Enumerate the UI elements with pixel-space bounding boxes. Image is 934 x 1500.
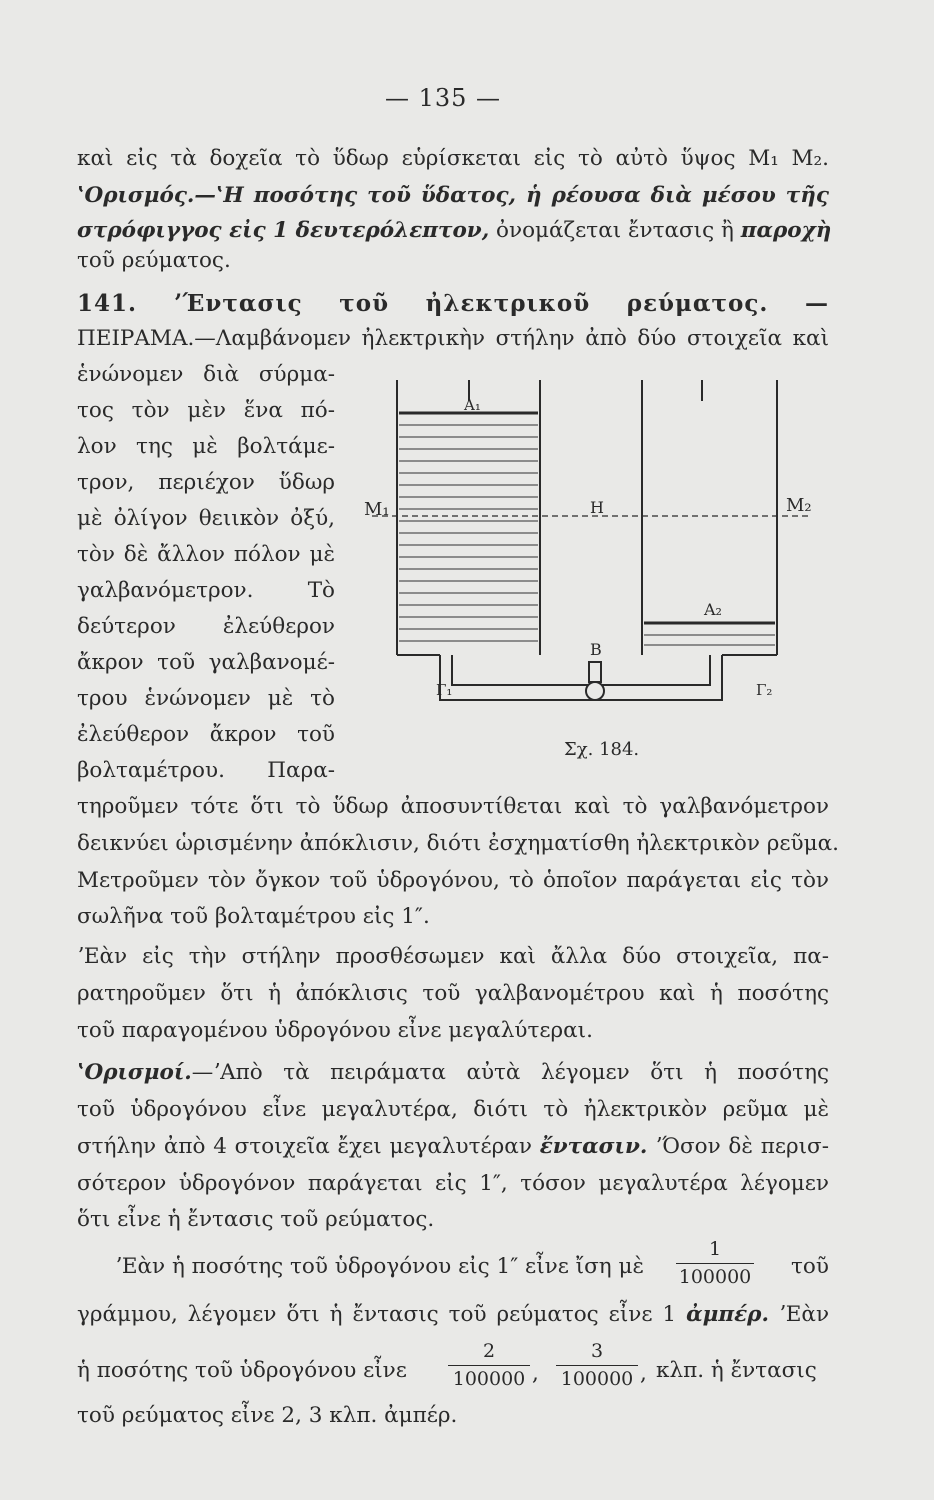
narrow-line: ἑνώνομεν διὰ σύρμα- (77, 362, 335, 387)
voltameter-figure (352, 365, 832, 765)
definition-text: παροχὴ (740, 218, 832, 243)
text-line (77, 1136, 829, 1158)
stopcock-b (586, 682, 604, 700)
text-line: τοῦ παραγομένου ὑδρογόνου εἶνε μεγαλύτεραι. (77, 1018, 593, 1043)
figure-caption: Σχ. 184. (564, 739, 640, 760)
text-line: καὶ εἰς τὰ δοχεῖα τὸ ὕδωρ εὑρίσκεται εἰς τὸ αὐτὸ ὕψος M₁ M₂. (77, 146, 829, 171)
ampere-text: κλπ. ἡ ἔντασις (656, 1358, 817, 1383)
stopcock-handle (589, 662, 601, 682)
narrow-line: βολταμέτρου. Παρα- (77, 758, 335, 783)
comma: , (640, 1361, 647, 1386)
definition-line (77, 218, 832, 243)
fraction-1 (676, 1238, 754, 1288)
text-line: τηροῦμεν τότε ὅτι τὸ ὕδωρ ἀποσυντίθεται καὶ τὸ γαλβανόμετρον (77, 794, 829, 819)
term-entasis: ἔντασιν. (539, 1134, 648, 1159)
label-g1: Γ₁ (436, 681, 453, 699)
text-line: τοῦ ρεύματος. (77, 248, 231, 273)
text-span: στήλην ἀπὸ 4 στοιχεῖα ἔχει μεγαλυτέραν (77, 1134, 540, 1159)
narrow-line: τὸν δὲ ἄλλον πόλον μὲ (77, 542, 335, 567)
term-ampere: ἀμπέρ. (686, 1302, 769, 1327)
narrow-line: λον της μὲ βολτάμε- (77, 434, 335, 459)
definition-lead: ʽΟρισμός.— (77, 183, 216, 208)
definition-line (77, 185, 829, 207)
label-a1: A₁ (464, 396, 481, 414)
narrow-line: τος τὸν μὲν ἕνα πό- (77, 398, 335, 423)
fraction-3 (556, 1340, 638, 1390)
ampere-text: τοῦ (791, 1254, 829, 1279)
text-line: σωλῆνα τοῦ βολταμέτρου εἰς 1″. (77, 904, 430, 929)
label-m1: M₁ (364, 499, 390, 520)
label-g2: Γ₂ (756, 681, 773, 699)
fraction-numerator: 3 (590, 1340, 604, 1362)
comma: , (532, 1361, 539, 1386)
fraction-denominator: 100000 (452, 1368, 526, 1390)
connecting-pipe-inner (452, 655, 710, 685)
fraction-numerator: 2 (482, 1340, 496, 1362)
label-b: B (590, 640, 602, 659)
text-line: Μετροῦμεν τὸν ὄγκον τοῦ ὑδρογόνου, τὸ ὁποῖον παράγεται εἰς τὸν (77, 868, 829, 893)
definition-text: ὀνομάζεται ἔντασις ἢ (489, 218, 741, 243)
narrow-line: γαλβανόμετρον. Τὸ (77, 578, 335, 603)
narrow-line: τρον, περιέχον ὕδωρ (77, 470, 335, 495)
page-number: — 135 — (384, 84, 502, 112)
text-span: ʼΕὰν (768, 1302, 830, 1327)
definitions-line (77, 1062, 829, 1084)
narrow-line: τρου ἑνώνομεν μὲ τὸ (77, 686, 335, 711)
narrow-line: δεύτερον ἐλεύθερον (77, 614, 335, 639)
text-line (77, 1304, 829, 1326)
fraction-bar (448, 1365, 530, 1366)
fraction-2 (448, 1340, 530, 1390)
text-line: ʼΕὰν εἰς τὴν στήλην προσθέσωμεν καὶ ἄλλα δύο στοιχεῖα, πα- (77, 944, 829, 969)
text-line: τοῦ ὑδρογόνου εἶνε μεγαλυτέρα, διότι τὸ ἠλεκτρικὸν ρεῦμα μὲ (77, 1097, 829, 1122)
fraction-denominator: 100000 (560, 1368, 634, 1390)
text-line: σότερον ὑδρογόνον παράγεται εἰς 1″, τόσον μεγαλυτέρα λέγομεν (77, 1171, 829, 1196)
ampere-text: ʼΕὰν ἡ ποσότης τοῦ ὑδρογόνου εἰς 1″ εἶνε ἴση μὲ (115, 1254, 644, 1279)
text-line: ΠΕΙΡΑΜΑ.—Λαμβάνομεν ἠλεκτρικὴν στήλην ἀπὸ δύο στοιχεῖα καὶ (77, 326, 829, 351)
label-a2: A₂ (704, 600, 722, 619)
text-span: γράμμου, λέγομεν ὅτι ἡ ἔντασις τοῦ ρεύματος εἶνε 1 (77, 1302, 687, 1327)
definitions-lead: ʽΟρισμοί. (77, 1060, 192, 1085)
definition-text: ʽΗ ποσότης τοῦ ὕδατος, ἡ ρέουσα διὰ μέσου τῆς (215, 183, 829, 208)
text-line: ὅτι εἶνε ἡ ἔντασις τοῦ ρεύματος. (77, 1207, 435, 1232)
definitions-text: —ʼΑπὸ τὰ πειράματα αὐτὰ λέγομεν ὅτι ἡ ποσότης (191, 1060, 829, 1085)
ampere-text: τοῦ ρεύματος εἶνε 2, 3 κλπ. ἀμπέρ. (77, 1403, 458, 1428)
fraction-denominator: 100000 (678, 1266, 752, 1288)
narrow-line: ἐλεύθερον ἄκρον τοῦ (77, 722, 335, 747)
fraction-numerator: 1 (708, 1238, 722, 1260)
text-line: ρατηροῦμεν ὅτι ἡ ἀπόκλισις τοῦ γαλβανομέτρου καὶ ἡ ποσότης (77, 981, 829, 1006)
fraction-bar (556, 1365, 638, 1366)
water-tube-a2 (644, 635, 775, 645)
narrow-line: μὲ ὀλίγον θειικὸν ὀξύ, (77, 506, 335, 531)
section-heading: 141. ʼΈντασις τοῦ ἠλεκτρικοῦ ρεύματος. — (77, 290, 829, 317)
text-line: δεικνύει ὡρισμένην ἀπόκλισιν, διότι ἐσχηματίσθη ἠλεκτρικὸν ρεῦμα. (77, 831, 839, 856)
ampere-text: ἡ ποσότης τοῦ ὑδρογόνου εἶνε (77, 1358, 407, 1383)
water-tube-a1 (399, 425, 538, 641)
narrow-line: ἄκρον τοῦ γαλβανομέ- (77, 650, 335, 675)
definition-text: στρόφιγγος εἰς 1 δευτερόλεπτον, (77, 218, 490, 243)
connecting-pipe (440, 655, 722, 700)
label-m2: M₂ (786, 495, 812, 516)
text-span: ʼΌσον δὲ περισ- (647, 1134, 829, 1159)
fraction-bar (676, 1263, 754, 1264)
label-h: H (590, 498, 604, 517)
